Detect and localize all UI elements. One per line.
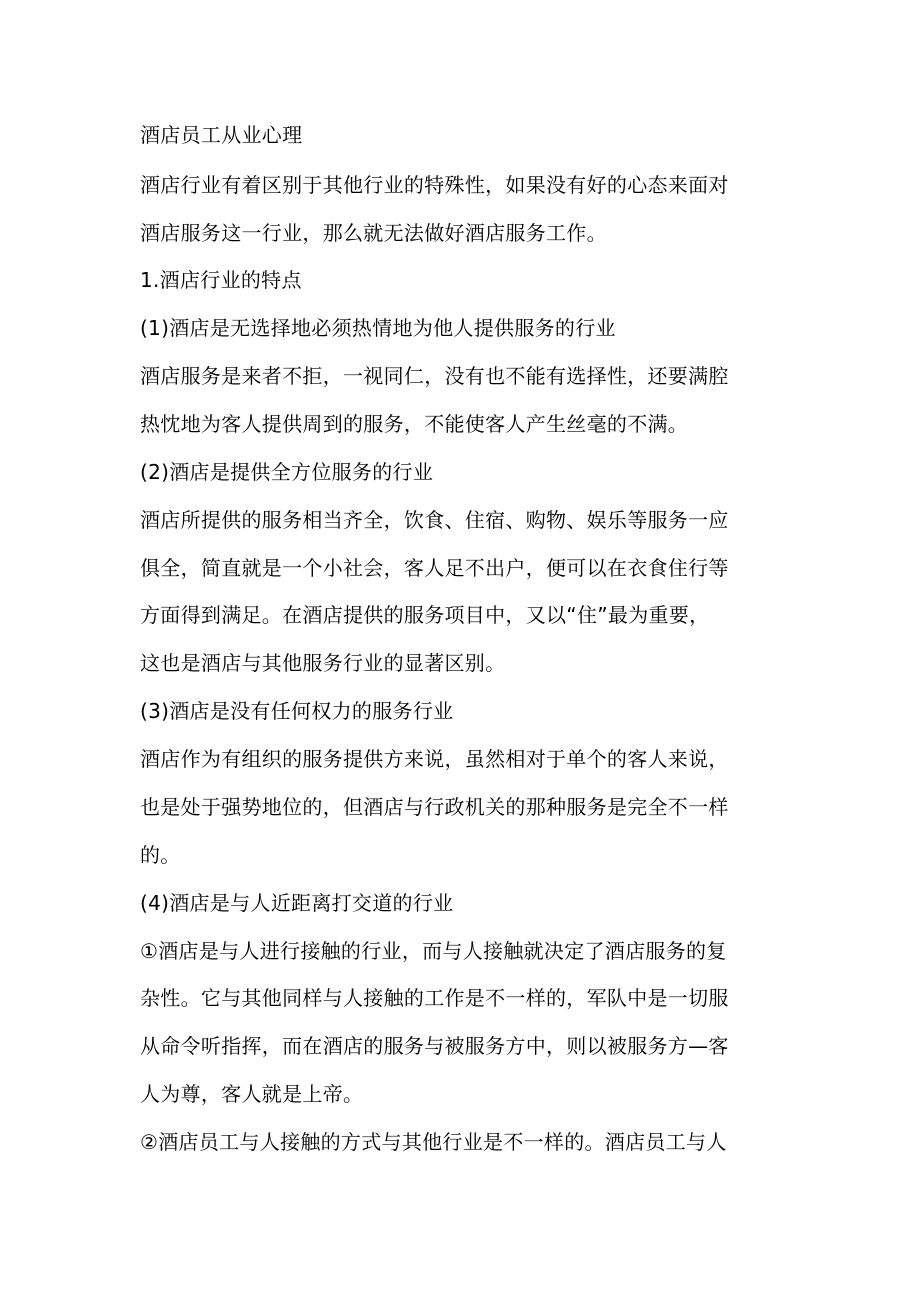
text-line: 的。 <box>140 843 181 867</box>
document-title: 酒店员工从业心理 <box>140 123 303 147</box>
text-line: 热忱地为客人提供周到的服务，不能使客人产生丝毫的不满。 <box>140 412 689 436</box>
text-line: ①酒店是与人进行接触的行业，而与人接触就决定了酒店服务的复 <box>140 939 727 963</box>
section-heading: 1.酒店行业的特点 <box>140 268 302 292</box>
text-line: 人为尊，客人就是上帝。 <box>140 1082 364 1106</box>
text-line: 杂性。它与其他同样与人接触的工作是不一样的，军队中是一切服 <box>140 986 729 1010</box>
text-line: 从命令听指挥，而在酒店的服务与被服务方中，则以被服务方—客 <box>140 1034 729 1058</box>
text-line: 俱全，简直就是一个小社会，客人足不出户，便可以在衣食住行等 <box>140 556 729 580</box>
subsection-heading: (2)酒店是提供全方位服务的行业 <box>140 460 434 484</box>
subsection-heading: (4)酒店是与人近距离打交道的行业 <box>140 891 454 915</box>
subsection-heading: (3)酒店是没有任何权力的服务行业 <box>140 699 454 723</box>
text-line: 酒店作为有组织的服务提供方来说，虽然相对于单个的客人来说， <box>140 747 729 771</box>
text-line: 酒店行业有着区别于其他行业的特殊性，如果没有好的心态来面对 <box>140 173 729 197</box>
text-line: 酒店所提供的服务相当齐全，饮食、住宿、购物、娱乐等服务一应 <box>140 508 729 532</box>
text-line: 这也是酒店与其他服务行业的显著区别。 <box>140 651 506 675</box>
text-line: 也是处于强势地位的，但酒店与行政机关的那种服务是完全不一样 <box>140 795 729 819</box>
text-line: 酒店服务是来者不拒，一视同仁，没有也不能有选择性，还要满腔 <box>140 364 729 388</box>
text-line: 方面得到满足。在酒店提供的服务项目中，又以“住”最为重要， <box>140 603 710 627</box>
text-line: ②酒店员工与人接触的方式与其他行业是不一样的。酒店员工与人 <box>140 1130 727 1154</box>
subsection-heading: (1)酒店是无选择地必须热情地为他人提供服务的行业 <box>140 316 616 340</box>
text-line: 酒店服务这一行业，那么就无法做好酒店服务工作。 <box>140 221 607 245</box>
